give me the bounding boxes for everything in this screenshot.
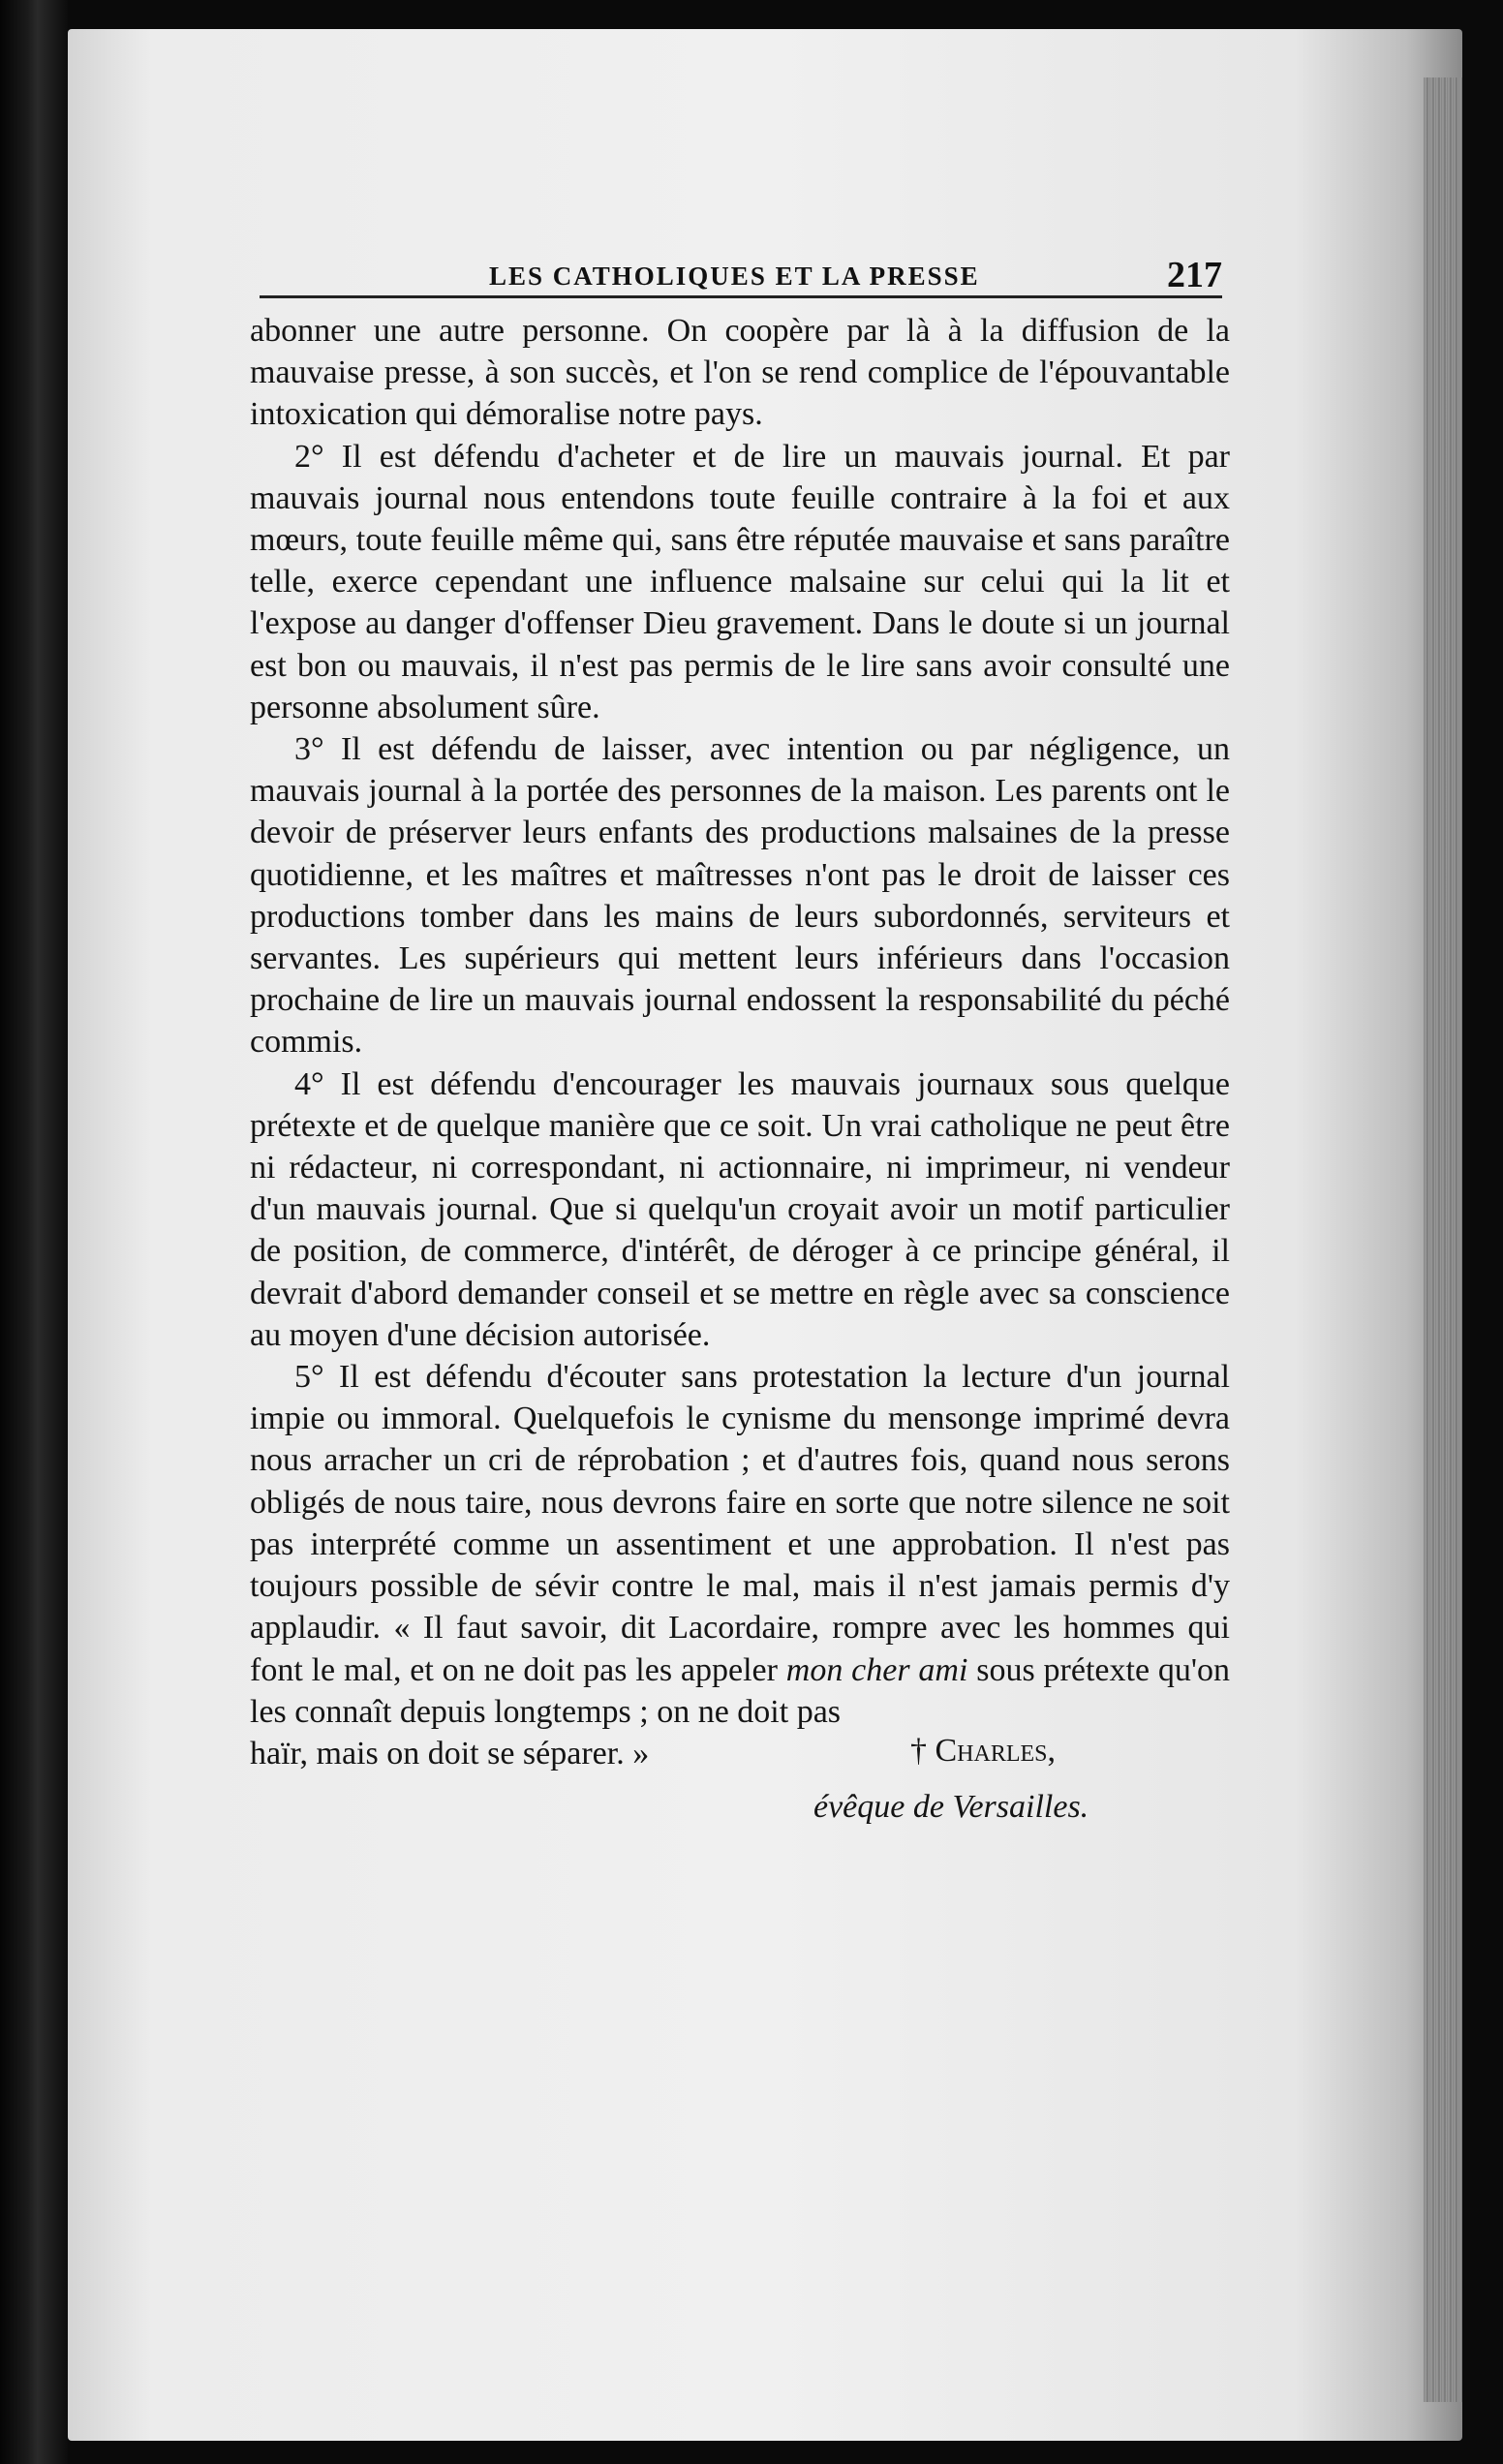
book-spine-shadow [0, 0, 68, 2464]
paragraph-point-3: 3° Il est défendu de laisser, avec intention ou par négligence, un mauvais journal à la portée des personnes de la maison. Les parents ont le devoir de préserver leurs enfants des productions malsaines de la presse quotidienne, et les maîtres et maîtresses n'ont pas le droit de laisser ces productions tomber dans les mains de leurs subordonnés, serviteurs et servantes. Les supérieurs qui mettent leurs inférieurs dans l'occasion prochaine de lire un mauvais journal endossent la responsabilité du péché commis. [250, 731, 1230, 1061]
signature-title: évêque de Versailles. [813, 1789, 1089, 1825]
paragraph-point-5-text-end: sous prétexte qu'on les connaît depuis longtemps ; on ne doit pas [250, 1651, 1230, 1730]
signature-name: Charles, [935, 1733, 1057, 1769]
paragraph-point-2: 2° Il est défendu d'acheter et de lire un mauvais journal. Et par mauvais journal nous entendons toute feuille contraire à la foi et aux mœurs, toute feuille même qui, sans être réputée mauvaise et sans paraître telle, exerce cependant une influence malsaine sur celui qui la lit et l'expose au danger d'offenser Dieu gravement. Dans le doute si un journal est bon ou mauvais, il n'est pas permis de le lire sans avoir consulté une personne absolument sûre. [250, 438, 1230, 725]
page-edges [1424, 77, 1462, 2402]
paragraph-point-4: 4° Il est défendu d'encourager les mauvais journaux sous quelque prétexte et de quelque manière que ce soit. Un vrai catholique ne peut être ni rédacteur, ni correspondant, ni actionnaire, ni imprimeur, ni vendeur d'un mauvais journal. Que si quelqu'un croyait avoir un motif particulier de position, de commerce, d'intérêt, de déroger à ce principe général, il devrait d'abord demander conseil et se mettre en règle avec sa conscience au moyen d'une décision autorisée. [250, 1065, 1230, 1353]
body-text [250, 310, 1230, 1774]
cross-icon: † [910, 1733, 927, 1769]
page-number: 217 [1167, 255, 1222, 295]
signature [910, 1733, 1056, 1770]
paragraph-point-5 [250, 1356, 1230, 1733]
running-title: LES CATHOLIQUES ET LA PRESSE [489, 262, 980, 291]
paragraph-continuation: abonner une autre personne. On coopère par là à la diffusion de la mauvaise presse, à son succès, et l'on se rend complice de l'épouvantable intoxication qui démoralise notre pays. [250, 313, 1230, 433]
header-rule [260, 295, 1222, 298]
closing-line: haïr, mais on doit se séparer. » [250, 1735, 650, 1771]
quoted-phrase: mon cher ami [785, 1651, 968, 1688]
paragraph-point-5-text: 5° Il est défendu d'écouter sans protestation la lecture d'un journal impie ou immoral. Quelquefois le cynisme du mensonge imprimé devra nous arracher un cri de réprobation ; et d'autres fois, quand nous serons obligés de nous taire, nous devrons faire en sorte que notre silence ne soit pas interprété comme un assentiment et une approbation. Il n'est pas toujours possible de sévir contre le mal, mais il n'est jamais permis d'y applaudir. « Il faut savoir, dit Lacordaire, rompre avec les hommes qui font le mal, et on ne doit pas les appeler [250, 1359, 1230, 1688]
scan-border [1462, 0, 1503, 2464]
